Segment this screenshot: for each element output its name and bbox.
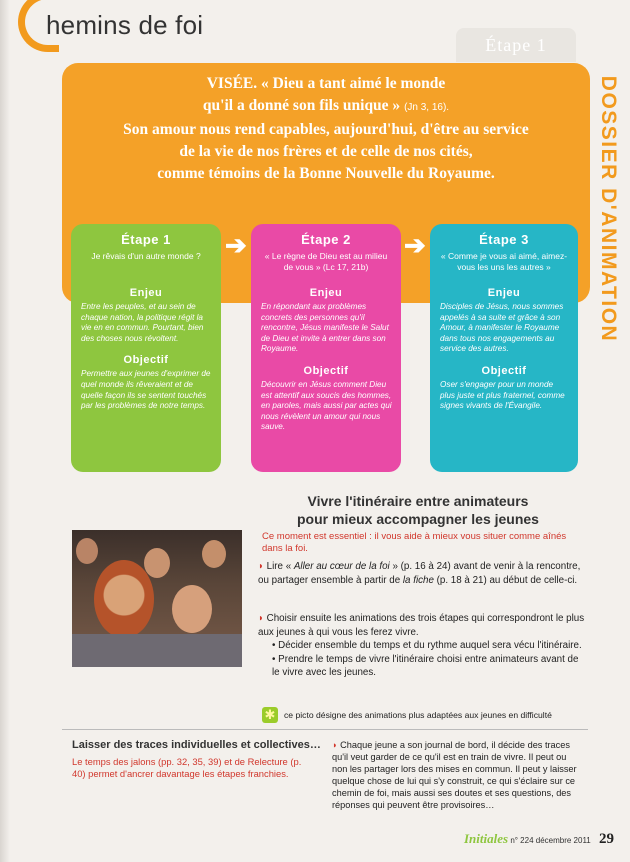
photo-face <box>76 538 98 564</box>
step-2-objectif-text: Découvrir en Jésus comment Dieu est attentif aux soucis des hommes, en paroles, mais aussi par actes qui nous révèlent un amour qui nous sauve. <box>261 379 392 432</box>
red-bullet-icon: ◗ <box>332 740 338 750</box>
arrow-right-icon: ➔ <box>404 230 426 260</box>
traces-heading: Laisser des traces individuelles et collectives… <box>72 739 321 751</box>
visee-line-5: comme témoins de la Bonne Nouvelle du Royaume. <box>157 165 495 182</box>
step-2-enjeu-label: Enjeu <box>309 287 343 299</box>
section-heading-line-2: pour mieux accompagner les jeunes <box>297 511 539 527</box>
arrow-right-icon: ➔ <box>225 230 247 260</box>
visee-line-2: qu'il a donné son fils unique » (Jn 3, 16). <box>202 97 450 114</box>
visee-reference: (Jn 3, 16). <box>404 102 450 113</box>
red-bullet-icon: ◗ <box>258 613 264 624</box>
step-2-subtitle: « Le règne de Dieu est au milieu de vous » (Lc 17, 21b) <box>264 251 388 272</box>
step-1-enjeu-label: Enjeu <box>129 287 163 299</box>
section-heading-line-1: Vivre l'itinéraire entre animateurs <box>307 493 529 509</box>
paragraph-choose: ◗ Choisir ensuite les animations des trois étapes qui correspondront le plus aux jeunes à qui vous les ferez vivre. • Décider ensemble du temps et du rythme auquel sera vécu l'itinéraire. • Prendre le temps de vivre l'itinéraire choisi entre animateurs avant de le vivre avec les jeunes. <box>258 612 588 680</box>
section-heading <box>258 492 578 528</box>
visee-line-3: Son amour nous rend capables, aujourd'hui, d'être au service <box>123 121 529 138</box>
difficulty-picto-icon: ✱ <box>262 707 278 723</box>
photo-face <box>202 540 226 568</box>
visee-text <box>62 73 590 185</box>
issue-info: n° 224 décembre 2011 <box>510 836 591 845</box>
photo-clothes <box>72 634 242 667</box>
divider <box>62 729 588 730</box>
step-3-enjeu-text: Disciples de Jésus, nous sommes appelés à sa suite et grâce à son Amour, à manifester le Royaume dans tous nos engagements au service des autres. <box>440 302 564 354</box>
visee-line-4: de la vie de nos frères et de celle de nos cités, <box>179 143 473 160</box>
photo-red-hair <box>94 560 154 638</box>
photo-face <box>172 585 212 633</box>
page-gutter-shade <box>0 0 10 862</box>
page-title: hemins de foi <box>46 10 204 40</box>
section-lede: Ce moment est essentiel : il vous aide à mieux vous situer comme aînés dans la foi. <box>262 531 567 554</box>
sub-bullet-decide: • Décider ensemble du temps et du rythme auquel sera vécu l'itinéraire. <box>272 640 582 651</box>
page-footer <box>464 831 614 848</box>
step-2-objectif-label: Objectif <box>303 364 349 377</box>
page-number: 29 <box>599 831 614 847</box>
step-3-subtitle: « Comme je vous ai aimé, aimez-vous les uns les autres » <box>440 251 568 272</box>
magazine-brand: Initiales <box>464 831 509 846</box>
visee-line-1: VISÉE. « Dieu a tant aimé le monde <box>206 75 446 92</box>
step-2-enjeu-text: En répondant aux problèmes concrets des personnes qu'il rencontre, Jésus manifeste le Salut de Dieu et invite à entrer dans son Royaume. <box>261 302 389 354</box>
side-section-label: DOSSIER D'ANIMATION <box>597 75 620 343</box>
journal-paragraph: ◗ Chaque jeune a son journal de bord, il décide des traces qu'il veut garder de ce qu'il est en train de vivre. Il peut ou non les partager lors des mises en commun. Il peut y laisser quelque chose de lui qui s'y construit, ce qui s'éclaire sur ce chemin de foi, mais aussi ses doutes et ses questions, des réponses qui peuvent être provisoires… <box>332 740 577 810</box>
step-3-enjeu-label: Enjeu <box>487 287 521 299</box>
step-3-objectif-label: Objectif <box>481 364 527 377</box>
step-1-enjeu-text: Entre les peuples, et au sein de chaque nation, la politique régit la vie en en commun. Pourtant, bien des choses nous révoltent. <box>81 302 204 343</box>
step-3-title: Étape 3 <box>479 232 529 247</box>
step-card-2 <box>251 224 401 472</box>
picto-legend: ce picto désigne des animations plus adaptées aux jeunes en difficulté <box>284 710 552 720</box>
red-bullet-icon: ◗ <box>258 561 264 572</box>
step-3-objectif-text: Oser s'engager pour un monde plus juste et plus fraternel, comme signes vivants de l'Évangile. <box>440 379 565 411</box>
sub-bullet-prendre: • Prendre le temps de vivre l'itinéraire choisi entre animateurs avant de le vivre avec les jeunes. <box>272 653 579 678</box>
paragraph-read: ◗ Lire « Aller au cœur de la foi » (p. 16 à 24) avant de venir à la rencontre, ou partager ensemble à partir de la fiche (p. 18 à 21) au début de celle-ci. <box>258 561 581 586</box>
youth-crowd-photo <box>72 530 242 667</box>
step-card-3 <box>430 224 578 472</box>
step-1-objectif-text: Permettre aux jeunes d'exprimer de quel monde ils rêveraient et de quelle façon ils se sentent touchés par les problèmes de notre temps. <box>81 369 211 411</box>
step-tab-label: Étape 1 <box>456 28 576 62</box>
step-2-title: Étape 2 <box>301 232 351 247</box>
step-1-title: Étape 1 <box>121 232 171 247</box>
step-1-subtitle: Je rêvais d'un autre monde ? <box>91 251 201 261</box>
traces-text: Le temps des jalons (pp. 32, 35, 39) et de Relecture (p. 40) permet d'ancrer davantage les étapes franchies. <box>72 756 302 779</box>
photo-face <box>144 548 170 578</box>
step-1-objectif-label: Objectif <box>123 354 169 367</box>
step-card-1 <box>71 224 221 472</box>
